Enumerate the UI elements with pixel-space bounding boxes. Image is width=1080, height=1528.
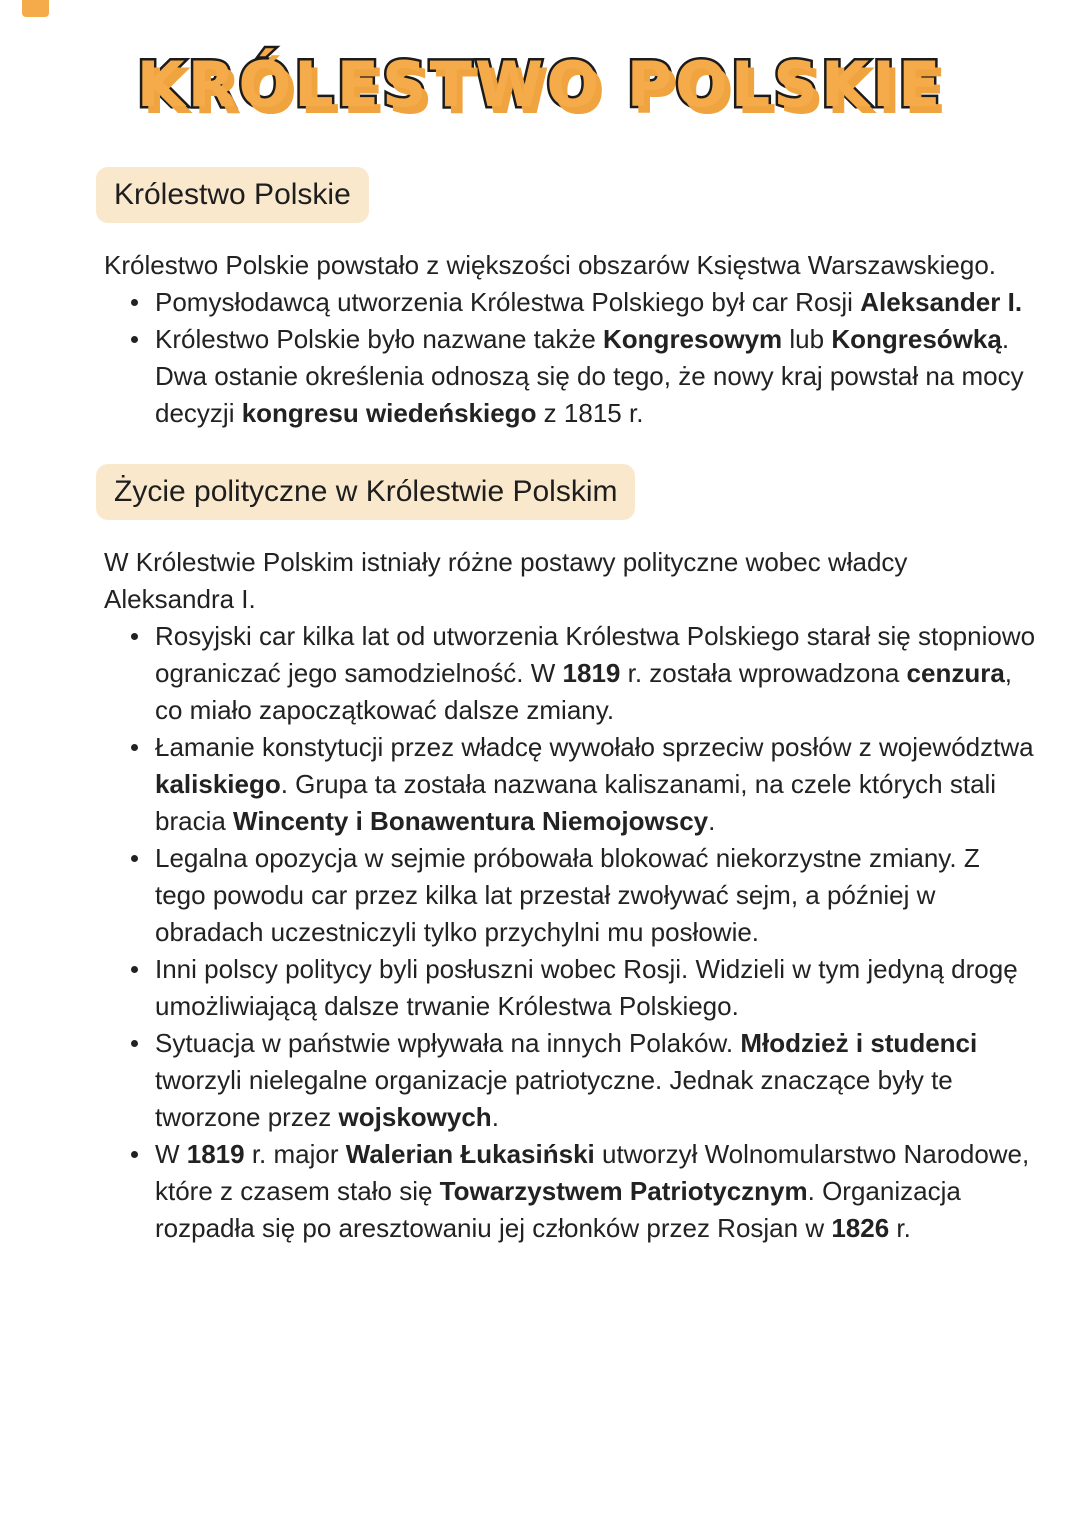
bold-text: Kongresówką [831, 324, 1002, 354]
bold-text: 1826 [831, 1213, 890, 1243]
bold-text: 1819 [562, 658, 621, 688]
section-krolestwo-polskie [104, 167, 1036, 432]
bold-text: 1819 [186, 1139, 245, 1169]
list-item [155, 729, 1036, 840]
page-title-text: KRÓLESTWO POLSKIE [136, 48, 944, 121]
text: Legalna opozycja w sejmie próbowała blokować niekorzystne zmiany. Z tego powodu car przez kilka lat przestał zwoływać sejm, a później w obradach uczestniczyli tylko przychylni mu posłowie. [155, 843, 980, 947]
text: r. [889, 1213, 911, 1243]
text: Sytuacja w państwie wpływała na innych Polaków. [155, 1028, 741, 1058]
list-item [155, 1025, 1036, 1136]
section-zycie-polityczne [104, 464, 1036, 1247]
text: . [708, 806, 716, 836]
text: Rosyjski car kilka lat od utworzenia Królestwa Polskiego starał się stopniowo ograniczać jego samodzielność. W [155, 621, 1036, 688]
notes-content [0, 167, 1080, 1247]
text: r. major [244, 1139, 346, 1169]
list-item [155, 321, 1036, 432]
bold-text: cenzura [906, 658, 1005, 688]
bold-text: Towarzystwem Patriotycznym [439, 1176, 808, 1206]
list-item [155, 1136, 1036, 1247]
text: . Grupa ta została nazwana kaliszanami, na czele których stali bracia [155, 769, 997, 836]
bold-text: kongresu wiedeńskiego [241, 398, 537, 428]
text: lub [782, 324, 832, 354]
bold-text: kaliskiego [155, 769, 281, 799]
bold-text: wojskowych [338, 1102, 492, 1132]
section-intro [104, 247, 1036, 284]
list-item [155, 840, 1036, 951]
list-item [155, 951, 1036, 1025]
text: tworzyli nielegalne organizacje patriotyczne. Jednak znaczące były te tworzone przez [155, 1065, 953, 1132]
text: W [155, 1139, 187, 1169]
text: Inni polscy politycy byli posłuszni wobec Rosji. Widzieli w tym jedyną drogę umożliwiającą dalsze trwanie Królestwa Polskiego. [155, 954, 1018, 1021]
page-title [0, 48, 1080, 123]
text: . Dwa ostanie określenia odnoszą się do tego, że nowy kraj powstał na mocy decyzji [155, 324, 1024, 428]
corner-decoration [22, 0, 49, 17]
text: Pomysłodawcą utworzenia Królestwa Polskiego był car Rosji [155, 287, 861, 317]
text: utworzył Wolnomularstwo Narodowe, które z czasem stało się [155, 1139, 1030, 1206]
section-heading [96, 167, 1036, 223]
section-intro [104, 544, 1036, 618]
section-heading [96, 464, 1036, 520]
bold-text: Kongresowym [603, 324, 783, 354]
section-heading-highlight: Życie polityczne w Królestwie Polskim [96, 464, 635, 520]
text: . [491, 1102, 499, 1132]
text: , co miało zapoczątkować dalsze zmiany. [155, 658, 1013, 725]
text: . Organizacja rozpadła się po aresztowaniu jej członków przez Rosjan w [155, 1176, 961, 1243]
text: Królestwo Polskie powstało z większości obszarów Księstwa Warszawskiego. [104, 250, 997, 280]
bold-text: Wincenty i Bonawentura Niemojowscy [233, 806, 709, 836]
list-item [155, 284, 1036, 321]
text: W Królestwie Polskim istniały różne postawy polityczne wobec władcy Aleksandra I. [104, 547, 908, 614]
text: r. została wprowadzona [620, 658, 907, 688]
text: z 1815 r. [536, 398, 644, 428]
bullet-list [104, 618, 1036, 1247]
section-heading-highlight: Królestwo Polskie [96, 167, 369, 223]
bold-text: Walerian Łukasiński [345, 1139, 595, 1169]
text: Łamanie konstytucji przez władcę wywołało sprzeciw posłów z województwa [155, 732, 1034, 762]
list-item [155, 618, 1036, 729]
text: Królestwo Polskie było nazwane także [155, 324, 604, 354]
bullet-list [104, 284, 1036, 432]
bold-text: Aleksander I. [860, 287, 1023, 317]
bold-text: Młodzież i studenci [740, 1028, 978, 1058]
